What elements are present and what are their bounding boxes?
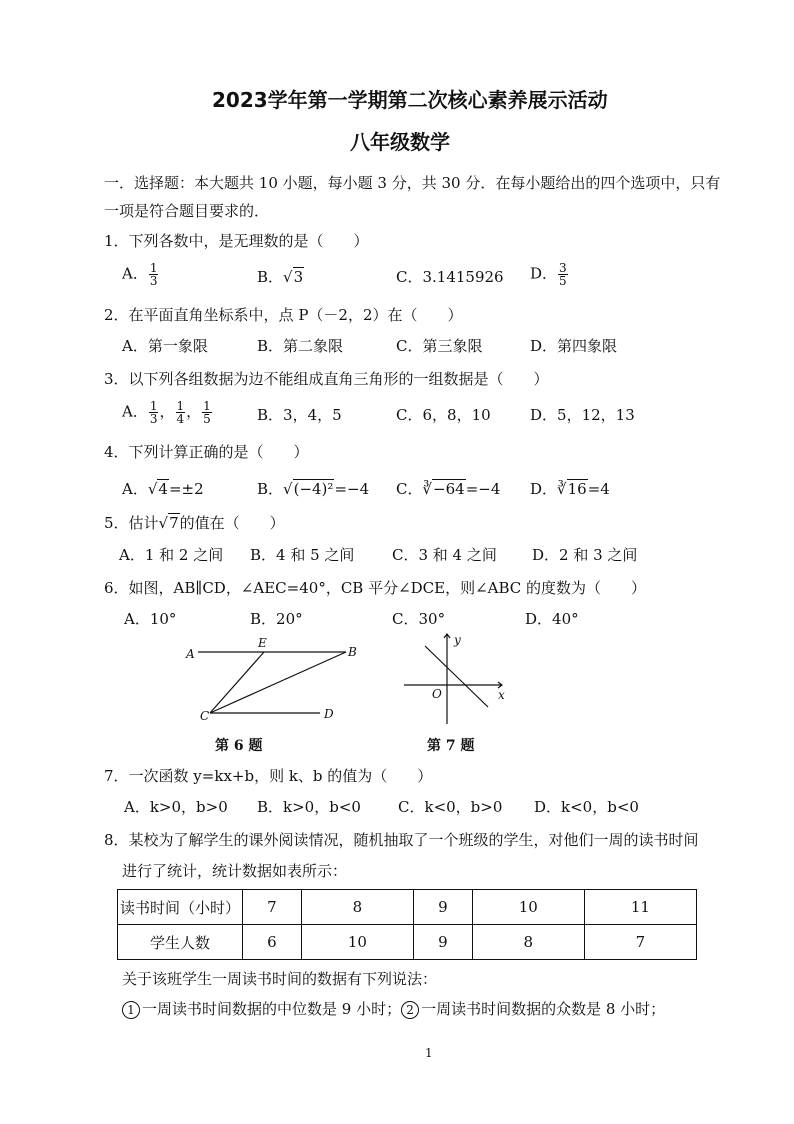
q4-option-b: B．√(−4)²=−4 — [257, 480, 370, 498]
q1-option-c: C．3.1415926 — [396, 268, 504, 286]
statement-1-text: 一周读书时间数据的中位数是 9 小时； — [142, 1000, 402, 1018]
q2-option-c: C．第三象限 — [396, 337, 483, 355]
q1-option-b: B．√3 — [257, 268, 304, 286]
q7-option-c: C．k<0，b>0 — [398, 798, 503, 816]
table-cell: 9 — [413, 925, 472, 960]
section-intro-line2: 一项是符合题目要求的． — [104, 202, 270, 220]
table-cell: 6 — [243, 925, 302, 960]
q7-option-b: B．k>0，b<0 — [257, 798, 361, 816]
table-cell: 11 — [584, 890, 696, 925]
q8-stem-line2: 进行了统计，统计数据如表所示： — [122, 862, 348, 880]
table-row-header: 学生人数 — [118, 925, 243, 960]
table-row — [118, 925, 697, 960]
origin-label: O — [432, 687, 442, 701]
table-cell: 10 — [472, 890, 584, 925]
reading-time-table — [117, 889, 697, 960]
q6-option-b: B．20° — [250, 610, 303, 628]
statement-1-mark: 1 — [122, 1001, 140, 1019]
q5-option-a: A．1 和 2 之间 — [119, 546, 224, 564]
q2-stem: 2．在平面直角坐标系中，点 P（－2，2）在（ ） — [104, 306, 463, 324]
section-intro-line1: 一．选择题：本大题共 10 小题，每小题 3 分，共 30 分．在每小题给出的四个选项中，只有 — [104, 174, 721, 192]
axis-label-x: x — [498, 688, 505, 702]
line-cb — [210, 652, 346, 713]
q3-option-a: A． $\frac{1}{3}$ ， $\frac{1}{4}$ ， $\frac{1}{5}$ — [122, 399, 211, 426]
table-cell: 10 — [301, 925, 413, 960]
q4-stem: 4．下列计算正确的是（ ） — [104, 443, 309, 461]
line-ce — [210, 652, 264, 713]
q2-option-a: A．第一象限 — [122, 337, 208, 355]
label-c: C — [200, 709, 210, 723]
figure-7-graph — [402, 630, 512, 730]
figure-7-caption: 第 7 题 — [427, 738, 475, 754]
table-cell: 8 — [301, 890, 413, 925]
table-cell: 8 — [472, 925, 584, 960]
q3-stem: 3．以下列各组数据为边不能组成直角三角形的一组数据是（ ） — [104, 370, 549, 388]
q4-option-d: D．∛16=4 — [530, 480, 610, 498]
q4-option-a: A．√4=±2 — [122, 480, 204, 498]
table-row-header: 读书时间（小时） — [118, 890, 243, 925]
q6-option-d: D．40° — [525, 610, 579, 628]
table-cell: 9 — [413, 890, 472, 925]
page-number: 1 — [425, 1046, 433, 1060]
q6-stem: 6．如图，AB∥CD，∠AEC=40°，CB 平分∠DCE，则∠ABC 的度数为（ ） — [104, 579, 647, 597]
q5-option-d: D．2 和 3 之间 — [532, 546, 638, 564]
q6-option-a: A．10° — [124, 610, 177, 628]
q3-option-b: B．3，4，5 — [257, 406, 342, 424]
statement-2-text: 一周读书时间数据的众数是 8 小时； — [421, 1000, 666, 1018]
q5-option-c: C．3 和 4 之间 — [392, 546, 497, 564]
table-row — [118, 890, 697, 925]
q1-option-d: D． $\frac{3}{5}$ — [530, 261, 567, 288]
q1-stem: 1．下列各数中，是无理数的是（ ） — [104, 232, 369, 250]
page-title: 2023学年第一学期第二次核心素养展示活动 — [212, 88, 608, 112]
q1-option-a: A． $\frac{1}{3}$ — [122, 261, 158, 288]
page-subtitle: 八年级数学 — [350, 130, 450, 154]
table-cell: 7 — [584, 925, 696, 960]
q7-stem: 7．一次函数 y=kx+b，则 k、b 的值为（ ） — [104, 767, 433, 785]
statement-2-mark: 2 — [401, 1001, 419, 1019]
q8-stem-line1: 8．某校为了解学生的课外阅读情况，随机抽取了一个班级的学生，对他们一周的读书时间 — [104, 831, 699, 849]
table-cell: 7 — [243, 890, 302, 925]
q3-option-c: C．6，8，10 — [396, 406, 491, 424]
label-a: A — [186, 647, 195, 661]
figure-6-diagram — [180, 632, 370, 732]
q7-option-a: A．k>0，b>0 — [124, 798, 228, 816]
q4-option-c: C．∛−64=−4 — [396, 480, 501, 498]
label-e: E — [258, 636, 267, 650]
axis-label-y: y — [454, 633, 461, 647]
label-b: B — [348, 645, 357, 659]
q2-option-d: D．第四象限 — [530, 337, 618, 355]
q8-statements — [122, 1000, 665, 1019]
q8-statements-intro: 关于该班学生一周读书时间的数据有下列说法： — [122, 970, 438, 988]
q7-option-d: D．k<0，b<0 — [534, 798, 639, 816]
figure-6-caption: 第 6 题 — [215, 738, 263, 754]
q5-stem: 5．估计√7的值在（ ） — [104, 514, 285, 532]
q2-option-b: B．第二象限 — [257, 337, 344, 355]
label-d: D — [324, 707, 334, 721]
q6-option-c: C．30° — [392, 610, 446, 628]
q3-option-d: D．5，12，13 — [530, 406, 635, 424]
q5-option-b: B．4 和 5 之间 — [250, 546, 355, 564]
